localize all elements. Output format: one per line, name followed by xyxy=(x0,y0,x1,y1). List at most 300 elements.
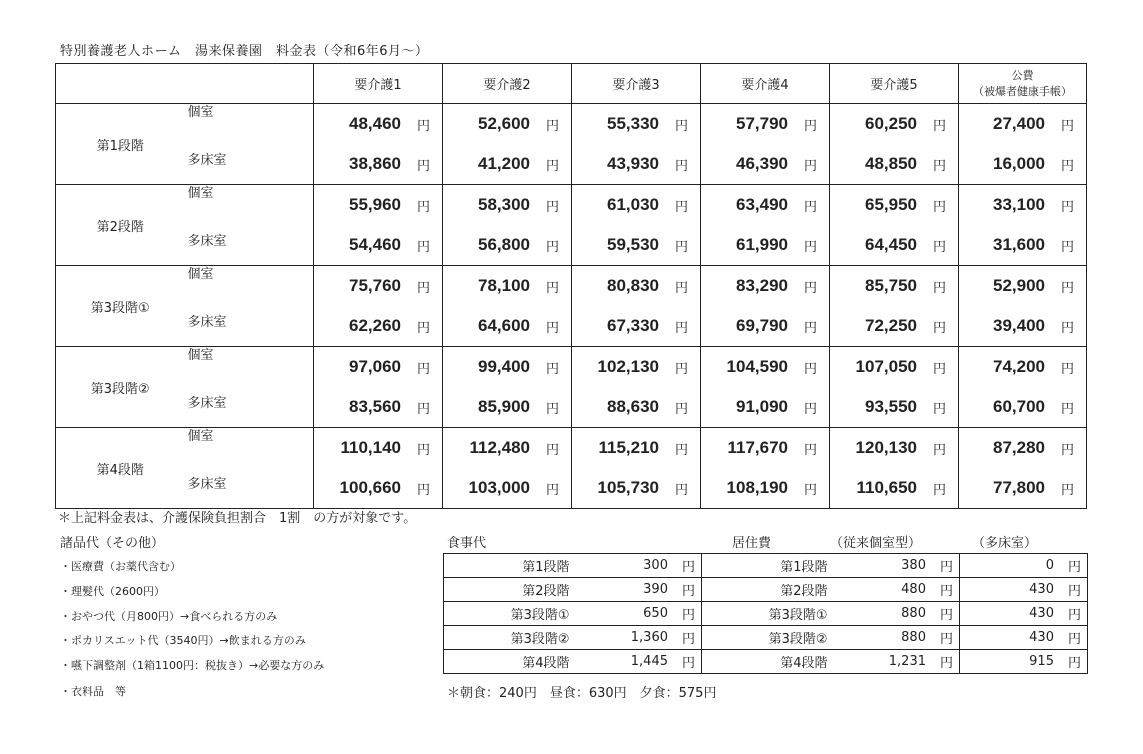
price-private xyxy=(959,185,1086,225)
price-kohi xyxy=(959,428,1087,509)
price-value: 74,200 xyxy=(992,357,1045,376)
yen-unit: 円 xyxy=(545,239,559,255)
price-value: 41,200 xyxy=(477,154,530,173)
meal-level: 第2段階 xyxy=(444,578,573,602)
header-kohi-line2: （被爆者健康手帳） xyxy=(973,84,1072,98)
price-value: 57,790 xyxy=(735,114,788,133)
room-type-private: 個室 xyxy=(187,105,214,120)
price-value: 69,790 xyxy=(735,316,788,335)
fee-value: 300 xyxy=(643,558,668,573)
price-private xyxy=(314,104,442,144)
price-care-level-2 xyxy=(443,428,572,509)
price-value: 115,210 xyxy=(598,438,659,457)
price-value: 103,000 xyxy=(468,478,530,497)
price-value: 43,930 xyxy=(606,154,659,173)
price-private xyxy=(830,185,958,225)
price-private xyxy=(314,266,442,306)
price-value: 80,830 xyxy=(606,276,659,295)
yen-unit: 円 xyxy=(416,158,430,174)
yen-unit: 円 xyxy=(803,199,817,215)
price-care-level-4 xyxy=(701,185,830,266)
yen-unit: 円 xyxy=(932,280,946,296)
price-value: 65,950 xyxy=(864,195,917,214)
yen-unit: 円 xyxy=(803,320,817,336)
yen-unit: 円 xyxy=(674,401,688,417)
price-value: 52,900 xyxy=(992,276,1045,295)
yen-unit: 円 xyxy=(932,320,946,336)
price-care-level-5 xyxy=(830,185,959,266)
yen-unit: 円 xyxy=(545,401,559,417)
yen-unit: 円 xyxy=(932,158,946,174)
yen-unit: 円 xyxy=(681,608,695,623)
price-shared xyxy=(443,468,571,508)
yen-unit: 円 xyxy=(416,482,430,498)
residence-shared-fee xyxy=(960,626,1088,650)
price-shared xyxy=(443,225,571,265)
header-care-level-5: 要介護5 xyxy=(830,64,959,104)
price-private xyxy=(701,185,829,225)
misc-item: ・おやつ代（月800円）→食べられる方のみ xyxy=(60,610,278,623)
level-label: 第1段階 xyxy=(56,104,185,185)
price-care-level-4 xyxy=(701,104,830,185)
level-row xyxy=(56,185,1087,266)
residence-shared-fee xyxy=(960,602,1088,626)
meal-fee xyxy=(573,602,702,626)
price-value: 78,100 xyxy=(477,276,530,295)
yen-unit: 円 xyxy=(545,320,559,336)
header-kohi xyxy=(959,64,1087,104)
fee-value: 430 xyxy=(1029,630,1054,645)
meal-label: 食事代 xyxy=(447,536,487,551)
price-shared xyxy=(314,225,442,265)
price-value: 46,390 xyxy=(735,154,788,173)
yen-unit: 円 xyxy=(674,442,688,458)
price-private xyxy=(443,428,571,468)
price-care-level-2 xyxy=(443,347,572,428)
price-private xyxy=(830,347,958,387)
price-value: 48,850 xyxy=(864,154,917,173)
residence-shared-fee xyxy=(960,650,1088,674)
price-care-level-1 xyxy=(314,185,443,266)
price-value: 77,800 xyxy=(992,478,1045,497)
price-care-level-5 xyxy=(830,104,959,185)
price-care-level-4 xyxy=(701,428,830,509)
price-private xyxy=(959,104,1086,144)
yen-unit: 円 xyxy=(1060,118,1074,134)
fee-value: 480 xyxy=(901,582,926,597)
price-shared xyxy=(830,387,958,427)
fee-value: 1,445 xyxy=(630,654,668,669)
yen-unit: 円 xyxy=(545,361,559,377)
price-private xyxy=(572,185,700,225)
price-private xyxy=(830,104,958,144)
price-value: 87,280 xyxy=(992,438,1045,457)
level-row xyxy=(56,104,1087,185)
fee-value: 880 xyxy=(901,606,926,621)
misc-item: ・ポカリスエット代（3540円）→飲まれる方のみ xyxy=(60,634,306,647)
yen-unit: 円 xyxy=(932,239,946,255)
price-value: 112,480 xyxy=(469,438,530,457)
price-private xyxy=(701,428,829,468)
room-type-cell xyxy=(185,266,314,347)
fee-row xyxy=(444,650,1088,674)
private-room-label: （従来個室型） xyxy=(830,536,922,551)
price-value: 99,400 xyxy=(477,357,530,376)
price-value: 72,250 xyxy=(864,316,917,335)
yen-unit: 円 xyxy=(674,239,688,255)
yen-unit: 円 xyxy=(674,482,688,498)
price-value: 117,670 xyxy=(727,438,788,457)
residence-private-fee xyxy=(831,602,960,626)
price-private xyxy=(830,428,958,468)
page-title: 特別養護老人ホーム 湯来保養園 料金表（令和6年6月～） xyxy=(60,44,429,59)
yen-unit: 円 xyxy=(416,199,430,215)
price-value: 54,460 xyxy=(348,235,401,254)
price-value: 85,750 xyxy=(864,276,917,295)
header-care-level-2: 要介護2 xyxy=(443,64,572,104)
price-value: 16,000 xyxy=(992,154,1045,173)
price-shared xyxy=(314,468,442,508)
fee-row xyxy=(444,626,1088,650)
room-type-cell xyxy=(185,347,314,428)
shared-room-label: （多床室） xyxy=(972,536,1038,551)
price-value: 120,130 xyxy=(855,438,917,457)
price-care-level-5 xyxy=(830,266,959,347)
price-shared xyxy=(959,144,1086,184)
price-care-level-3 xyxy=(572,266,701,347)
yen-unit: 円 xyxy=(932,401,946,417)
price-shared xyxy=(314,387,442,427)
price-shared xyxy=(314,144,442,184)
price-private xyxy=(830,266,958,306)
price-value: 31,600 xyxy=(992,235,1045,254)
price-value: 58,300 xyxy=(477,195,530,214)
residence-label: 居住費 xyxy=(732,536,772,551)
residence-shared-fee xyxy=(960,578,1088,602)
price-shared xyxy=(830,306,958,346)
yen-unit: 円 xyxy=(932,199,946,215)
yen-unit: 円 xyxy=(939,656,953,671)
price-private xyxy=(314,347,442,387)
meal-note: ＊朝食：240円 昼食：630円 夕食：575円 xyxy=(447,686,717,701)
yen-unit: 円 xyxy=(681,656,695,671)
price-care-level-3 xyxy=(572,185,701,266)
room-type-cell xyxy=(185,104,314,185)
price-value: 104,590 xyxy=(726,357,788,376)
yen-unit: 円 xyxy=(416,320,430,336)
fee-value: 880 xyxy=(901,630,926,645)
yen-unit: 円 xyxy=(416,280,430,296)
fee-table xyxy=(55,63,1087,509)
header-row xyxy=(56,64,1087,104)
price-kohi xyxy=(959,347,1087,428)
yen-unit: 円 xyxy=(674,361,688,377)
price-value: 105,730 xyxy=(597,478,659,497)
price-shared xyxy=(572,144,700,184)
price-shared xyxy=(314,306,442,346)
price-kohi xyxy=(959,185,1087,266)
yen-unit: 円 xyxy=(416,239,430,255)
residence-shared-fee xyxy=(960,554,1088,578)
price-shared xyxy=(959,306,1086,346)
yen-unit: 円 xyxy=(681,584,695,599)
residence-level: 第1段階 xyxy=(702,554,831,578)
yen-unit: 円 xyxy=(803,401,817,417)
yen-unit: 円 xyxy=(416,401,430,417)
price-value: 61,990 xyxy=(735,235,788,254)
price-kohi xyxy=(959,104,1087,185)
room-type-cell xyxy=(185,185,314,266)
yen-unit: 円 xyxy=(416,118,430,134)
room-type-shared: 多床室 xyxy=(187,153,227,168)
price-shared xyxy=(959,387,1086,427)
fee-value: 0 xyxy=(1045,558,1054,573)
yen-unit: 円 xyxy=(1060,361,1074,377)
room-type-shared: 多床室 xyxy=(187,477,227,492)
yen-unit: 円 xyxy=(1060,482,1074,498)
price-care-level-3 xyxy=(572,428,701,509)
price-shared xyxy=(443,306,571,346)
price-shared xyxy=(572,468,700,508)
fee-value: 1,360 xyxy=(630,630,668,645)
price-value: 27,400 xyxy=(992,114,1045,133)
fee-value: 430 xyxy=(1029,606,1054,621)
yen-unit: 円 xyxy=(803,482,817,498)
level-label: 第3段階② xyxy=(56,347,185,428)
room-type-private: 個室 xyxy=(187,429,214,444)
yen-unit: 円 xyxy=(939,608,953,623)
yen-unit: 円 xyxy=(803,158,817,174)
yen-unit: 円 xyxy=(1067,656,1081,671)
level-row xyxy=(56,428,1087,509)
level-label: 第4段階 xyxy=(56,428,185,509)
misc-item: ・嚥下調整剤（1箱1100円：税抜き）→必要な方のみ xyxy=(60,659,325,672)
yen-unit: 円 xyxy=(803,442,817,458)
price-kohi xyxy=(959,266,1087,347)
price-private xyxy=(959,347,1086,387)
yen-unit: 円 xyxy=(803,280,817,296)
fee-value: 915 xyxy=(1029,654,1054,669)
yen-unit: 円 xyxy=(545,442,559,458)
yen-unit: 円 xyxy=(932,482,946,498)
yen-unit: 円 xyxy=(1060,199,1074,215)
meal-fee xyxy=(573,650,702,674)
price-value: 102,130 xyxy=(597,357,659,376)
yen-unit: 円 xyxy=(674,118,688,134)
residence-level: 第2段階 xyxy=(702,578,831,602)
price-value: 64,450 xyxy=(864,235,917,254)
meal-level: 第4段階 xyxy=(444,650,573,674)
yen-unit: 円 xyxy=(545,118,559,134)
price-care-level-4 xyxy=(701,347,830,428)
price-private xyxy=(443,347,571,387)
price-value: 55,960 xyxy=(348,195,401,214)
meal-fee xyxy=(573,554,702,578)
yen-unit: 円 xyxy=(1067,608,1081,623)
fee-value: 390 xyxy=(643,582,668,597)
room-type-private: 個室 xyxy=(187,348,214,363)
level-label: 第2段階 xyxy=(56,185,185,266)
price-shared xyxy=(572,225,700,265)
daily-fee-table xyxy=(443,553,1088,674)
price-value: 83,560 xyxy=(348,397,401,416)
yen-unit: 円 xyxy=(1060,280,1074,296)
misc-heading: 諸品代（その他） xyxy=(60,536,165,551)
residence-level: 第4段階 xyxy=(702,650,831,674)
meal-level: 第1段階 xyxy=(444,554,573,578)
fee-value: 650 xyxy=(643,606,668,621)
yen-unit: 円 xyxy=(545,482,559,498)
meal-fee xyxy=(573,578,702,602)
residence-private-fee xyxy=(831,554,960,578)
price-value: 33,100 xyxy=(992,195,1045,214)
price-value: 93,550 xyxy=(864,397,917,416)
room-type-shared: 多床室 xyxy=(187,315,227,330)
price-value: 62,260 xyxy=(348,316,401,335)
residence-private-fee xyxy=(831,578,960,602)
price-care-level-2 xyxy=(443,185,572,266)
fee-value: 380 xyxy=(901,558,926,573)
price-shared xyxy=(701,387,829,427)
residence-level: 第3段階① xyxy=(702,602,831,626)
level-label: 第3段階① xyxy=(56,266,185,347)
yen-unit: 円 xyxy=(803,118,817,134)
price-care-level-5 xyxy=(830,347,959,428)
room-type-shared: 多床室 xyxy=(187,396,227,411)
price-value: 100,660 xyxy=(339,478,401,497)
room-type-private: 個室 xyxy=(187,186,214,201)
yen-unit: 円 xyxy=(932,442,946,458)
yen-unit: 円 xyxy=(939,560,953,575)
fee-value: 1,231 xyxy=(888,654,926,669)
yen-unit: 円 xyxy=(939,632,953,647)
price-private xyxy=(701,347,829,387)
price-care-level-5 xyxy=(830,428,959,509)
price-care-level-1 xyxy=(314,428,443,509)
yen-unit: 円 xyxy=(932,361,946,377)
level-row xyxy=(56,347,1087,428)
price-value: 67,330 xyxy=(606,316,659,335)
price-value: 85,900 xyxy=(477,397,530,416)
price-private xyxy=(572,104,700,144)
yen-unit: 円 xyxy=(1060,442,1074,458)
price-value: 107,050 xyxy=(855,357,917,376)
price-care-level-3 xyxy=(572,104,701,185)
residence-private-fee xyxy=(831,650,960,674)
price-shared xyxy=(959,225,1086,265)
price-value: 60,250 xyxy=(864,114,917,133)
price-private xyxy=(959,428,1086,468)
fee-row xyxy=(444,578,1088,602)
price-private xyxy=(443,266,571,306)
price-value: 48,460 xyxy=(348,114,401,133)
yen-unit: 円 xyxy=(1060,401,1074,417)
yen-unit: 円 xyxy=(545,280,559,296)
price-private xyxy=(572,266,700,306)
price-private xyxy=(443,185,571,225)
price-private xyxy=(701,266,829,306)
price-care-level-1 xyxy=(314,266,443,347)
price-value: 110,140 xyxy=(340,438,401,457)
misc-item: ・衣料品 等 xyxy=(60,685,126,698)
price-value: 38,860 xyxy=(348,154,401,173)
room-type-shared: 多床室 xyxy=(187,234,227,249)
price-shared xyxy=(701,306,829,346)
price-value: 39,400 xyxy=(992,316,1045,335)
price-value: 56,800 xyxy=(477,235,530,254)
price-value: 60,700 xyxy=(992,397,1045,416)
price-shared xyxy=(830,468,958,508)
yen-unit: 円 xyxy=(545,199,559,215)
residence-level: 第3段階② xyxy=(702,626,831,650)
misc-item: ・理髪代（2600円） xyxy=(60,585,165,598)
fee-value: 430 xyxy=(1029,582,1054,597)
yen-unit: 円 xyxy=(674,158,688,174)
yen-unit: 円 xyxy=(1060,239,1074,255)
price-value: 55,330 xyxy=(606,114,659,133)
room-type-private: 個室 xyxy=(187,267,214,282)
header-care-level-3: 要介護3 xyxy=(572,64,701,104)
yen-unit: 円 xyxy=(1060,320,1074,336)
price-value: 110,650 xyxy=(856,478,917,497)
price-value: 75,760 xyxy=(348,276,401,295)
corner-cell xyxy=(56,64,314,104)
price-value: 108,190 xyxy=(726,478,788,497)
price-private xyxy=(314,185,442,225)
yen-unit: 円 xyxy=(1060,158,1074,174)
price-shared xyxy=(443,144,571,184)
yen-unit: 円 xyxy=(803,239,817,255)
header-kohi-line1: 公費 xyxy=(1011,68,1034,82)
yen-unit: 円 xyxy=(1067,584,1081,599)
yen-unit: 円 xyxy=(681,560,695,575)
yen-unit: 円 xyxy=(545,158,559,174)
yen-unit: 円 xyxy=(939,584,953,599)
price-shared xyxy=(830,225,958,265)
yen-unit: 円 xyxy=(416,442,430,458)
header-care-level-1: 要介護1 xyxy=(314,64,443,104)
price-shared xyxy=(701,468,829,508)
misc-item: ・医療費（お薬代含む） xyxy=(60,560,181,573)
price-private xyxy=(314,428,442,468)
meal-level: 第3段階① xyxy=(444,602,573,626)
price-value: 59,530 xyxy=(606,235,659,254)
price-value: 91,090 xyxy=(735,397,788,416)
price-shared xyxy=(443,387,571,427)
price-value: 61,030 xyxy=(606,195,659,214)
price-shared xyxy=(959,468,1086,508)
fee-row xyxy=(444,554,1088,578)
yen-unit: 円 xyxy=(1067,632,1081,647)
meal-fee xyxy=(573,626,702,650)
price-shared xyxy=(701,144,829,184)
price-care-level-1 xyxy=(314,104,443,185)
price-value: 64,600 xyxy=(477,316,530,335)
yen-unit: 円 xyxy=(674,280,688,296)
price-shared xyxy=(572,306,700,346)
price-care-level-2 xyxy=(443,266,572,347)
price-private xyxy=(443,104,571,144)
meal-level: 第3段階② xyxy=(444,626,573,650)
price-private xyxy=(572,428,700,468)
price-private xyxy=(572,347,700,387)
price-value: 97,060 xyxy=(348,357,401,376)
price-shared xyxy=(572,387,700,427)
price-care-level-3 xyxy=(572,347,701,428)
price-care-level-2 xyxy=(443,104,572,185)
price-value: 52,600 xyxy=(477,114,530,133)
price-shared xyxy=(701,225,829,265)
